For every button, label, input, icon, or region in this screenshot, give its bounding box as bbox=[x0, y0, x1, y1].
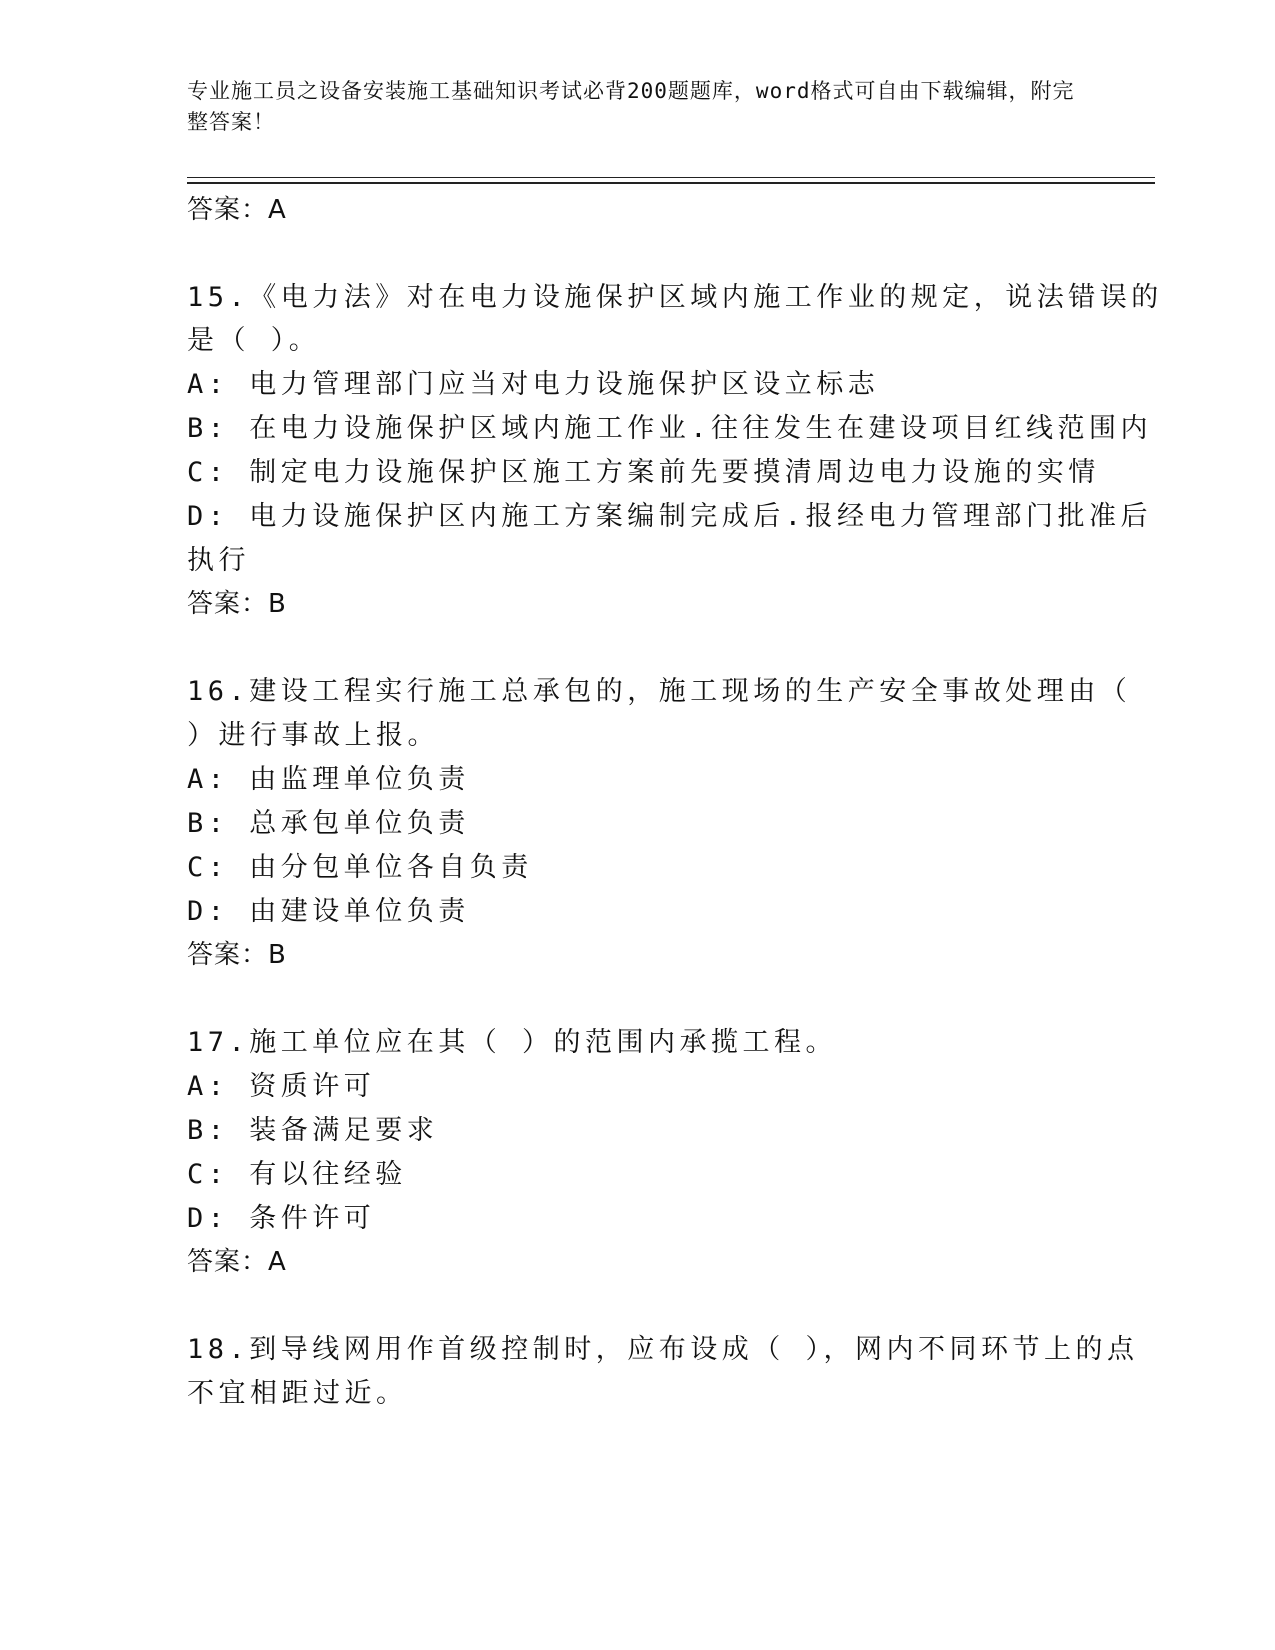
question-15-option-b: B: 在电力设施保护区域内施工作业.往往发生在建设项目红线范围内 bbox=[187, 413, 1153, 444]
question-18-stem-line2: 不宜相距过近。 bbox=[187, 1378, 408, 1409]
question-15-stem-line2: 是（ ）。 bbox=[187, 325, 321, 356]
question-16-option-d: D: 由建设单位负责 bbox=[187, 896, 470, 927]
question-15-option-d-line2: 执行 bbox=[187, 545, 250, 576]
question-16-stem-line1: 16.建设工程实行施工总承包的，施工现场的生产安全事故处理由（ bbox=[187, 676, 1132, 707]
question-17-option-a: A: 资质许可 bbox=[187, 1071, 376, 1102]
question-17-option-b: B: 装备满足要求 bbox=[187, 1115, 439, 1146]
answer-q17: 答案：A bbox=[187, 1247, 287, 1277]
question-16-option-a: A: 由监理单位负责 bbox=[187, 764, 470, 795]
header-rule-thin bbox=[187, 177, 1155, 178]
header-rule-thick bbox=[187, 182, 1155, 184]
question-15-option-c: C: 制定电力设施保护区施工方案前先要摸清周边电力设施的实情 bbox=[187, 457, 1100, 488]
question-16-stem-line2: ）进行事故上报。 bbox=[187, 720, 439, 751]
question-15-option-a: A: 电力管理部门应当对电力设施保护区设立标志 bbox=[187, 369, 880, 400]
question-15-stem-line1: 15.《电力法》对在电力设施保护区域内施工作业的规定，说法错误的 bbox=[187, 282, 1163, 313]
question-17-option-d: D: 条件许可 bbox=[187, 1203, 376, 1234]
question-16-option-c: C: 由分包单位各自负责 bbox=[187, 852, 533, 883]
question-18-stem-line1: 18.到导线网用作首级控制时，应布设成（ ），网内不同环节上的点 bbox=[187, 1334, 1139, 1365]
question-15-option-d-line1: D: 电力设施保护区内施工方案编制完成后.报经电力管理部门批准后 bbox=[187, 501, 1153, 532]
question-17-option-c: C: 有以往经验 bbox=[187, 1159, 407, 1190]
document-header-title: 专业施工员之设备安装施工基础知识考试必背200题题库，word格式可自由下载编辑，附完整答案！ bbox=[187, 79, 1075, 134]
answer-q15: 答案：B bbox=[187, 589, 287, 619]
answer-q16: 答案：B bbox=[187, 940, 287, 970]
question-17-stem: 17.施工单位应在其（ ）的范围内承揽工程。 bbox=[187, 1027, 838, 1058]
question-16-option-b: B: 总承包单位负责 bbox=[187, 808, 470, 839]
answer-q14: 答案：A bbox=[187, 195, 287, 225]
